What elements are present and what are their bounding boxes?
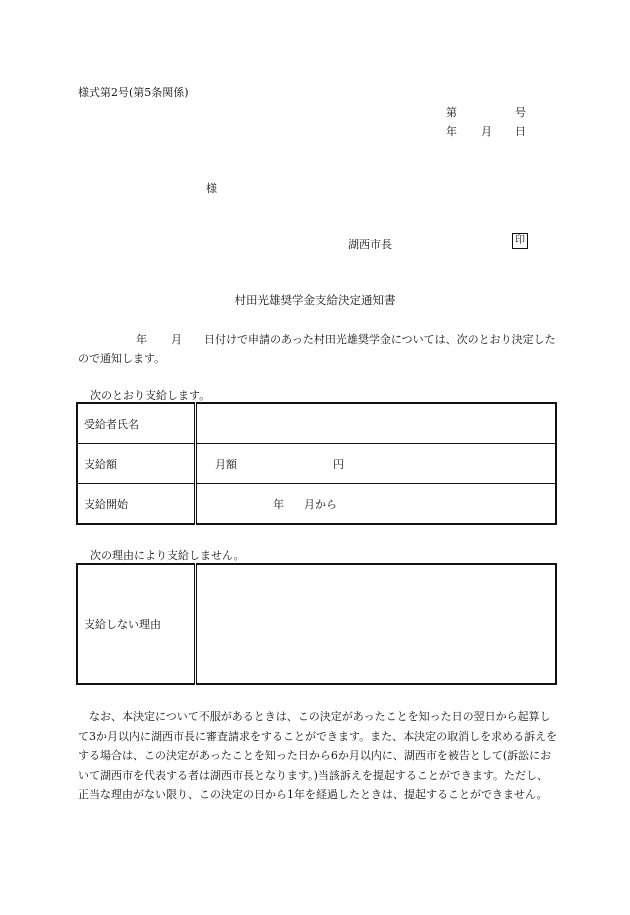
deny-reason-label: 支給しない理由 (77, 564, 196, 684)
grant-table (76, 402, 557, 525)
document-number-label: 第 (446, 106, 457, 119)
seal-mark: 印 (512, 233, 528, 249)
table-row (77, 403, 556, 444)
recipient-name-field[interactable] (196, 403, 557, 444)
table-row (77, 564, 556, 684)
deny-section-lead: 次の理由により支給しません。 (90, 549, 245, 562)
yen-unit: 円 (333, 457, 344, 471)
grant-section-lead: 次のとおり支給します。 (90, 389, 211, 402)
issuer-name: 湖西市長 (348, 238, 392, 251)
table-row (77, 484, 556, 525)
form-id: 様式第2号(第5条関係) (78, 86, 189, 99)
date-year-label: 年 (446, 125, 457, 138)
grant-amount-label: 支給額 (77, 444, 196, 484)
start-month-label: 月から (304, 497, 337, 511)
intro-year-label: 年 (136, 333, 147, 346)
document-number-suffix: 号 (515, 106, 526, 119)
start-year-label: 年 (273, 497, 284, 511)
date-day-label: 日 (515, 125, 526, 138)
grant-start-field[interactable] (196, 484, 557, 525)
deny-reason-field[interactable] (196, 564, 557, 684)
deny-table (76, 563, 557, 685)
document-title: 村田光雄奨学金支給決定通知書 (234, 293, 396, 307)
date-month-label: 月 (481, 125, 492, 138)
grant-start-label: 支給開始 (77, 484, 196, 525)
intro-text: 日付けで申請のあった村田光雄奨学金については、次のとおり決定したので通知します。 (78, 333, 556, 365)
appeal-notice-paragraph: なお、本決定について不服があるときは、この決定があったことを知った日の翌日から起算して3か月以内に湖西市長に審査請求をすることができます。また、本決定の取消しを求める訴えをする場合は、この決定があったことを知った日から6か月以内に、湖西市を被告として(訴訟において湖西市を代表する者は湖西市長となります。)当該訴えを提起することができます。ただし、正当な理由がない限り、この決定の日から1年を経過したときは、提起することができません。 (78, 710, 558, 801)
monthly-amount-prefix: 月額 (215, 457, 237, 471)
addressee-suffix: 様 (206, 182, 217, 195)
intro-paragraph (78, 330, 558, 368)
table-row (77, 444, 556, 484)
grant-amount-field[interactable] (196, 444, 557, 484)
recipient-name-label: 受給者氏名 (77, 403, 196, 444)
intro-month-label: 月 (171, 333, 182, 346)
